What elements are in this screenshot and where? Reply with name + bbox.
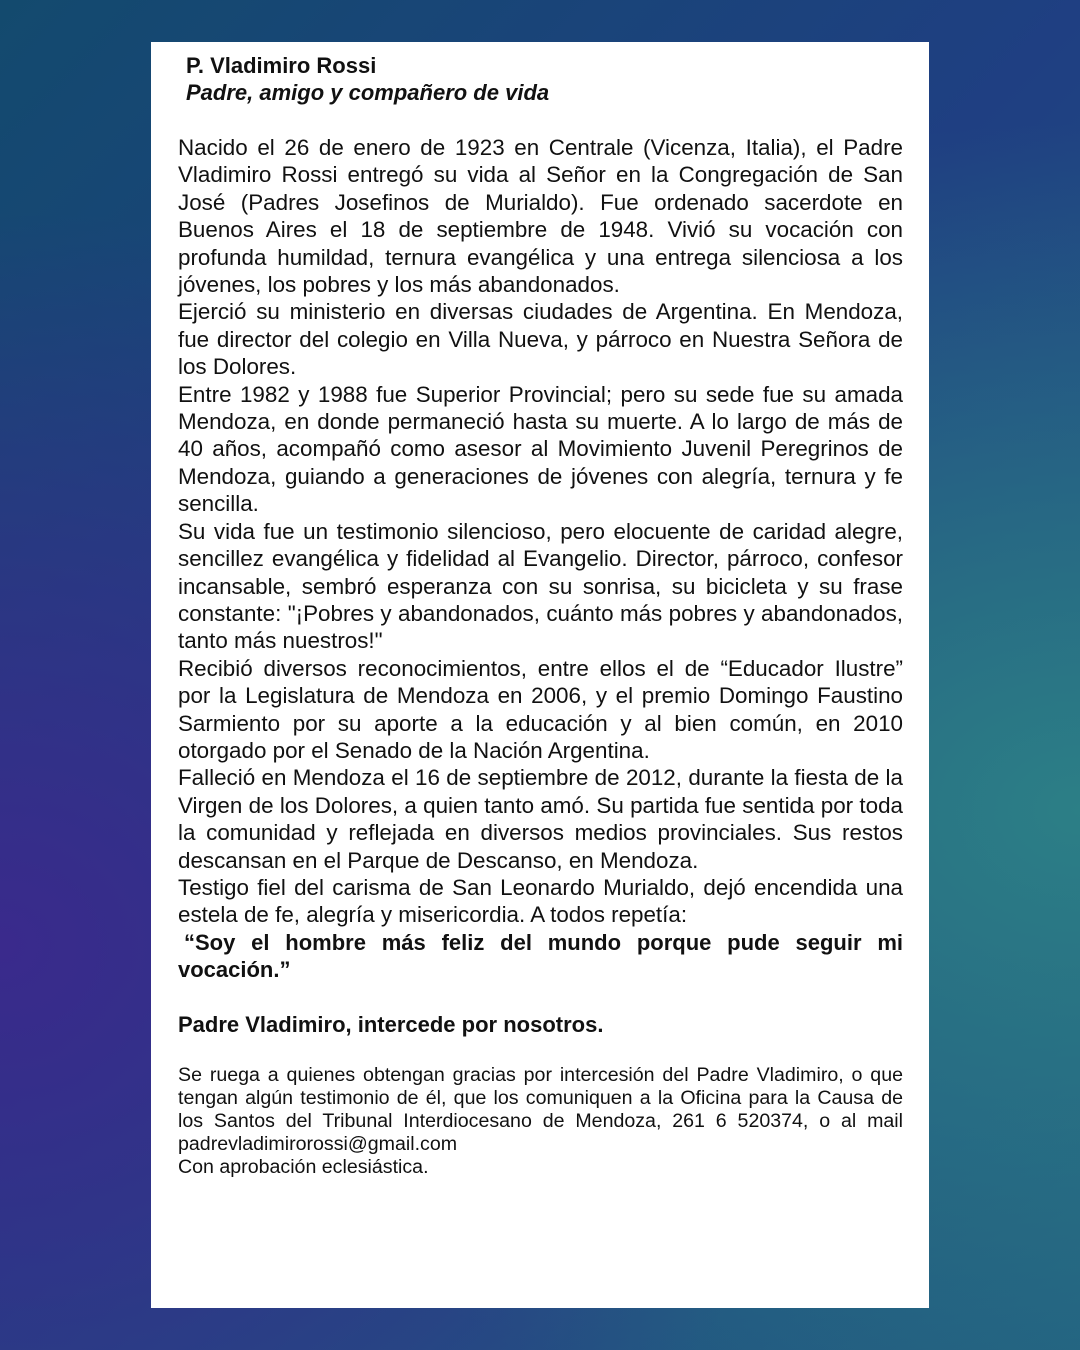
biography-text [178,134,903,983]
paragraph-testimony: Su vida fue un testimonio silencioso, pero elocuente de caridad alegre, sencillez evangélica y fidelidad al Evangelio. Director, párroco, confesor incansable, sembró esperanza con su sonrisa, su bicicleta y su frase constante: "¡Pobres y abandonados, cuánto más pobres y abandonados, tanto más nuestros!" [178,518,903,654]
paragraph-ministry: Ejerció su ministerio en diversas ciudades de Argentina. En Mendoza, fue director del colegio en Villa Nueva, y párroco en Nuestra Señora de los Dolores. [178,299,903,380]
paragraph-recognitions: Recibió diversos reconocimientos, entre ellos el de “Educador Ilustre” por la Legislatura de Mendoza en 2006, y el premio Domingo Faustino Sarmiento por su aporte a la educación y al bien común, en 2010 otorgado por el Senado de la Nación Argentina. [178,655,903,763]
prayer-line: Padre Vladimiro, intercede por nosotros. [178,1011,604,1037]
footer-request: Se ruega a quienes obtengan gracias por intercesión del Padre Vladimiro, o que tengan algún testimonio de él, que los comuniquen a la Oficina para la Causa de los Santos del Tribunal Interdiocesano de Mendoza, 261 6 520374, o al mail padrevladimirorossi@gmail.com [178,1063,903,1155]
paragraph-superior: Entre 1982 y 1988 fue Superior Provincial; pero su sede fue su amada Mendoza, en donde permaneció hasta su muerte. A lo largo de más de 40 años, acompañó como asesor al Movimiento Juvenil Peregrinos de Mendoza, guiando a generaciones de jóvenes con alegría, ternura y fe sencilla. [178,381,903,517]
footer-notice [178,1064,903,1179]
prayer-card [151,42,929,1308]
paragraph-birth: Nacido el 26 de enero de 1923 en Centrale (Vicenza, Italia), el Padre Vladimiro Rossi entregó su vida al Señor en la Congregación de San José (Padres Josefinos de Murialdo). Fue ordenado sacerdote en Buenos Aires el 18 de septiembre de 1948. Vivió su vocación con profunda humildad, ternura evangélica y una entrega silenciosa a los jóvenes, los pobres y los más abandonados. [178,135,903,298]
quote-text: “Soy el hombre más feliz del mundo porque pude seguir mi vocación.” [178,929,903,982]
paragraph-legacy: Testigo fiel del carisma de San Leonardo Murialdo, dejó encendida una estela de fe, alegría y misericordia. A todos repetía: [178,874,903,928]
page-title: P. Vladimiro Rossi [186,53,377,78]
paragraph-death: Falleció en Mendoza el 16 de septiembre de 2012, durante la fiesta de la Virgen de los Dolores, a quien tanto amó. Su partida fue sentida por toda la comunidad y reflejada en diversos medios provinciales. Sus restos descansan en el Parque de Descanso, en Mendoza. [178,765,903,873]
page-subtitle: Padre, amigo y compañero de vida [186,80,550,105]
footer-approval: Con aprobación eclesiástica. [178,1155,429,1178]
